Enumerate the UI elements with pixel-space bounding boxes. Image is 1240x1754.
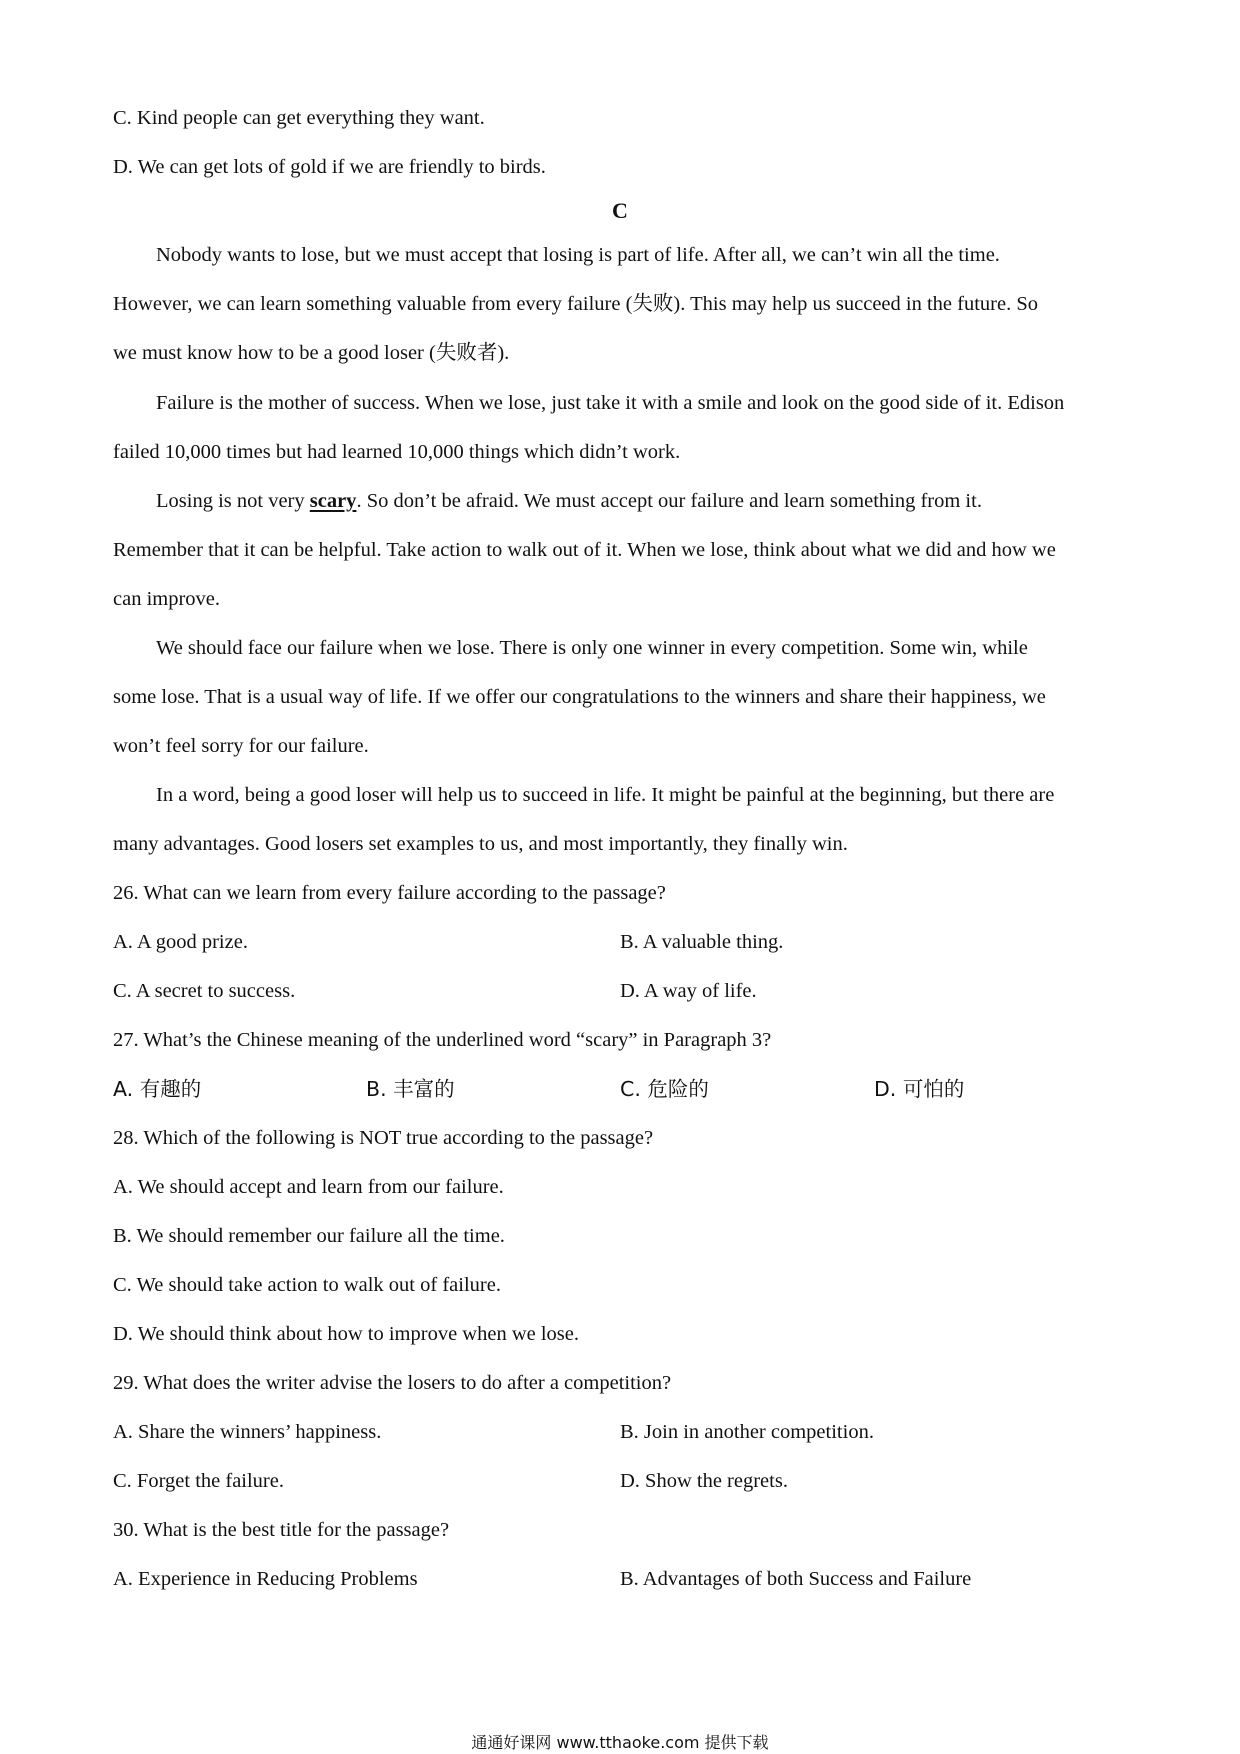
question-30-option-a: A. Experience in Reducing Problems	[113, 1568, 418, 1590]
passage-p3-line2: Remember that it can be helpful. Take action to walk out of it. When we lose, think about what we did and how we	[113, 539, 1056, 561]
question-28-option-b: B. We should remember our failure all the time.	[113, 1225, 505, 1247]
passage-p2-line1: Failure is the mother of success. When we lose, just take it with a smile and look on the good side of it. Edison	[156, 392, 1065, 414]
question-29-option-c: C. Forget the failure.	[113, 1470, 284, 1492]
passage-p1-line1: Nobody wants to lose, but we must accept that losing is part of life. After all, we can’t win all the time.	[156, 244, 1000, 266]
question-29-stem: 29. What does the writer advise the losers to do after a competition?	[113, 1372, 672, 1394]
prev-option-c: C. Kind people can get everything they want.	[113, 107, 485, 129]
prev-option-d: D. We can get lots of gold if we are friendly to birds.	[113, 156, 546, 178]
question-28-option-d: D. We should think about how to improve when we lose.	[113, 1323, 579, 1345]
question-26-option-c: C. A secret to success.	[113, 980, 296, 1002]
passage-p3-line3: can improve.	[113, 588, 221, 610]
passage-p1-line2: However, we can learn something valuable from every failure (失败). This may help us succeed in the future. So	[113, 293, 1038, 315]
passage-p4-line3: won’t feel sorry for our failure.	[113, 735, 369, 757]
question-27-option-c: C. 危险的	[620, 1077, 709, 1101]
question-30-stem: 30. What is the best title for the passage?	[113, 1519, 450, 1541]
passage-p1-line3: we must know how to be a good loser (失败者).	[113, 342, 510, 364]
question-30-option-b: B. Advantages of both Success and Failure	[620, 1568, 972, 1590]
question-28-stem: 28. Which of the following is NOT true according to the passage?	[113, 1127, 654, 1149]
question-26-option-b: B. A valuable thing.	[620, 931, 784, 953]
section-title: C	[612, 198, 628, 223]
question-29-option-d: D. Show the regrets.	[620, 1470, 788, 1492]
question-28-option-a: A. We should accept and learn from our failure.	[113, 1176, 504, 1198]
passage-p5-line1: In a word, being a good loser will help us to succeed in life. It might be painful at the beginning, but there are	[156, 784, 1055, 806]
passage-p2-line2: failed 10,000 times but had learned 10,000 things which didn’t work.	[113, 441, 681, 463]
page-footer: 通通好课网 www.tthaoke.com 提供下载	[471, 1733, 769, 1752]
passage-p4-line2: some lose. That is a usual way of life. If we offer our congratulations to the winners and share their happiness, we	[113, 686, 1046, 708]
question-26-stem: 26. What can we learn from every failure according to the passage?	[113, 882, 666, 904]
passage-p4-line1: We should face our failure when we lose. There is only one winner in every competition. Some win, while	[156, 637, 1028, 659]
question-26-option-d: D. A way of life.	[620, 980, 757, 1002]
question-27-option-a: A. 有趣的	[113, 1077, 202, 1101]
question-28-option-c: C. We should take action to walk out of failure.	[113, 1274, 501, 1296]
passage-p3-after: . So don’t be afraid. We must accept our failure and learn something from it.	[356, 490, 982, 512]
passage-p5-line2: many advantages. Good losers set examples to us, and most importantly, they finally win.	[113, 833, 848, 855]
underlined-word-scary: scary	[309, 490, 357, 512]
question-26-option-a: A. A good prize.	[113, 931, 248, 953]
question-27-option-b: B. 丰富的	[366, 1077, 455, 1101]
question-27-stem: 27. What’s the Chinese meaning of the underlined word “scary” in Paragraph 3?	[113, 1029, 772, 1051]
question-29-option-a: A. Share the winners’ happiness.	[113, 1421, 382, 1443]
passage-p3-before: Losing is not very	[156, 490, 310, 512]
question-27-option-d: D. 可怕的	[874, 1077, 965, 1101]
passage-p3-line1	[156, 488, 982, 514]
question-29-option-b: B. Join in another competition.	[620, 1421, 874, 1443]
